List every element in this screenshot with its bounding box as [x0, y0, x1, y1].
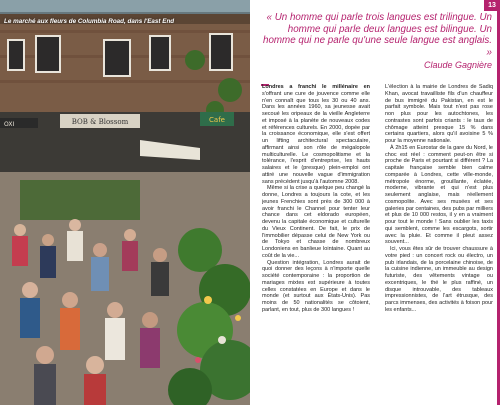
- shop-sign-left: OXI: [4, 121, 15, 128]
- paragraph: Même si la crise a quelque peu changé la donne, Londres a toujours la cote, et les jeunes Frenchies sont près de 300 000 à avoir franchi le Channel pour tenter leur chance dans cet eldorado européen, devenu la capitale économique et culturelle du Vieux Continent. De fait, le prix de l'immobilier dépasse celui de New York ou de Tokyo et chasse de nombreux Londoniens en banlieue lointaine. Quant au coût de la vie...: [262, 185, 370, 259]
- epigraph-quote: [256, 12, 492, 71]
- paragraph-text: s'offrant une cure de jouvence comme elle n'en connaît que tous les 30 ou 40 ans. Dans les années 1960, sa jeunesse avait secoué les oripeaux de la vieille Angleterre et imposé à la planète de nouveaux codes et références culturels. En 2000, dopée par la croissance économique, elle s'est offert un lifting architectural spectaculaire, affirmant ainsi son rôle de mégalopole multiculturelle. Le cosmopolitisme et la tolérance, l'esprit d'entreprise, les hauts salaires et le (presque) plein-emploi ont attiré une nouvelle vague d'immigration sans précédent jusqu'à l'automne 2008.: [262, 90, 370, 185]
- lead-in: Londres a franchi le millénaire en: [262, 84, 370, 90]
- quote-text: « Un homme qui parle trois langues est trilingue. Un homme qui parle deux langues est bilingue. Un homme qui ne parle qu'une seule langue est anglais. »: [263, 12, 492, 58]
- paragraph: L'élection à la mairie de Londres de Sadiq Khan, avocat travailliste fils d'un chauffeur de bus immigré du Pakistan, en est le parfait symbole. Mais tout n'est pas rose non plus pour les autochtones, les contrastes sont parfois criants : le taux de chômage atteint presque 15 % dans certains quartiers, alors qu'il avoisine 5 % pour la moyenne nationale.: [385, 84, 493, 144]
- paragraph: Question intégration, Londres aurait de quoi donner des leçons à n'importe quelle société contemporaine : la proportion de mariages mixtes est supérieure à toutes celles constatées en Europe et dans le monde (et surtout aux États-Unis). Pas moins de 50 nationalités se côtoient, parlant, en tout, plus de 300 langues !: [262, 259, 370, 313]
- body-column-right: [385, 84, 493, 402]
- quote-author: Claude Gagnière: [423, 60, 492, 71]
- body-column-left: [262, 84, 370, 402]
- shop-sign-right: Cafe: [209, 116, 225, 124]
- paragraph: Ici, vous êtes sûr de trouver chaussure à votre pied : un concert rock ou électro, un pub irlandais, de la porcelaine chinoise, de la cuisine indienne, un immeuble au design futuriste, des vêtements vintage ou excentriques, le thé le plus raffiné, un disque introuvable, des tableaux impressionnistes, de l'art étrusque, des parcs immenses, des activités à foison pour les enfants...: [385, 246, 493, 313]
- photo-caption: Le marché aux fleurs de Columbia Road, dans l'East End: [4, 18, 175, 25]
- page-number: 13: [484, 0, 500, 11]
- paragraph: [262, 84, 370, 185]
- paragraph: À 2h15 en Eurostar de la gare du Nord, le choc est réel : comment peut-on être si proche de Paris et pourtant si différent ? La capitale française semble bien calme comparée à Londres, cette ville-monde, métropole énorme, grouillante, éclatée, moderne, vibrante et qui n'est plus seulement anglaise, mais réellement cosmopolite. Avec ses musées et ses galeries par centaines, des pubs par milliers et plus de 10 000 restos, il y en a vraiment pour tout le monde ! Sans oublier les taxis qui semblent, comme les escargots, sortir avec la pluie. Et comme il pleut assez souvent...: [385, 144, 493, 246]
- shop-sign-center: BOB & Blossom: [71, 118, 129, 126]
